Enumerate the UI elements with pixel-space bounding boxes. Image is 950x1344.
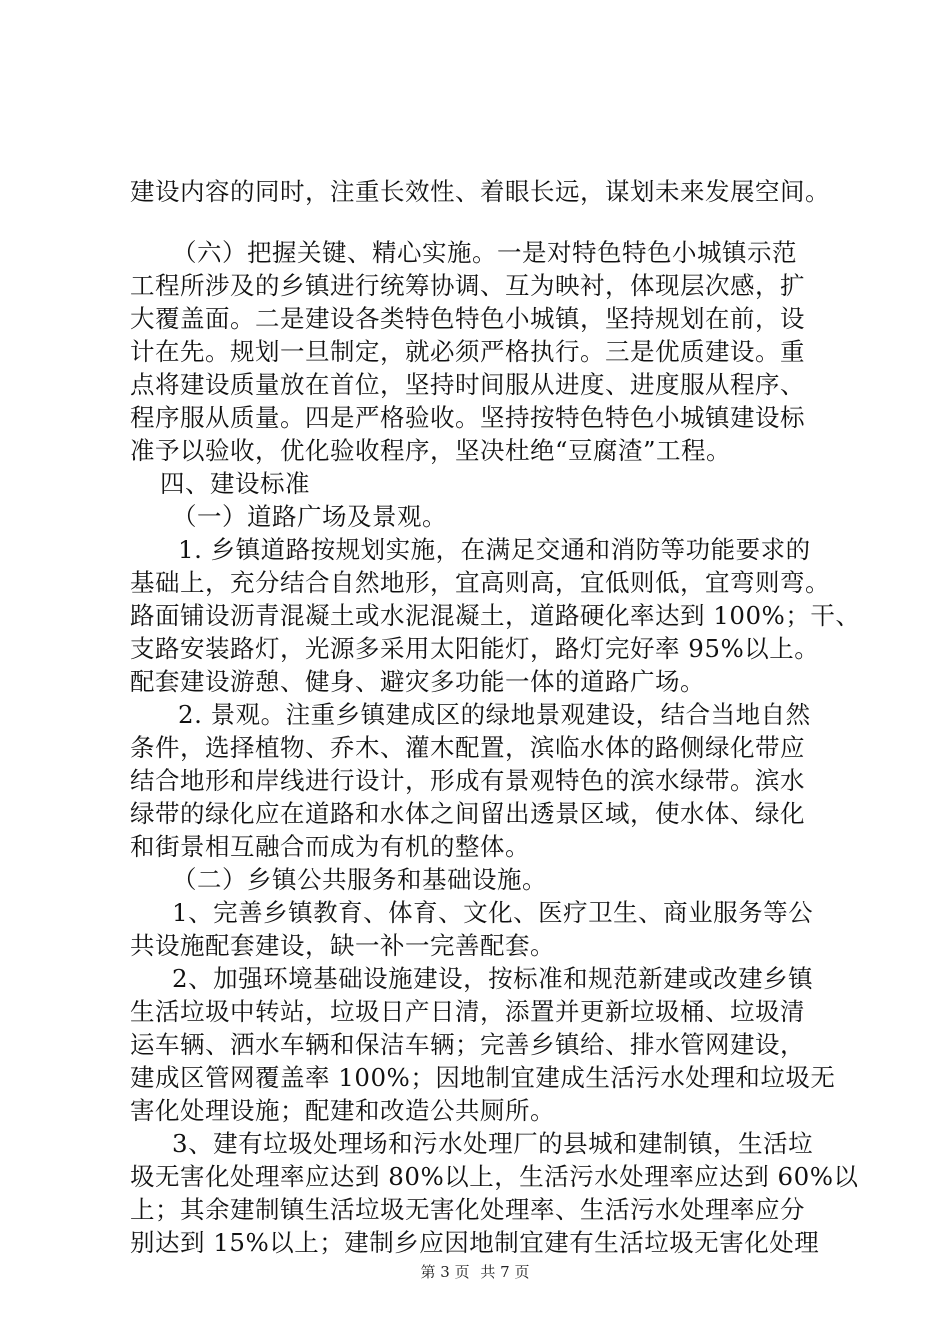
- section-heading: 四、建设标准: [160, 469, 310, 498]
- paragraph-line: 支路安装路灯，光源多采用太阳能灯，路灯完好率 95%以上。: [130, 634, 820, 663]
- paragraph-line: 路面铺设沥青混凝土或水泥混凝土，道路硬化率达到 100%；干、: [130, 601, 861, 630]
- paragraph-line: 3、建有垃圾处理场和污水处理厂的县城和建制镇，生活垃: [172, 1129, 814, 1158]
- paragraph-line: 和街景相互融合而成为有机的整体。: [130, 832, 530, 861]
- paragraph-line: 生活垃圾中转站，垃圾日产日清，添置并更新垃圾桶、垃圾清: [130, 997, 805, 1026]
- paragraph-line: 共设施配套建设，缺一补一完善配套。: [130, 931, 555, 960]
- paragraph-line: 条件，选择植物、乔木、灌木配置，滨临水体的路侧绿化带应: [130, 733, 805, 762]
- paragraph-line: 程序服从质量。四是严格验收。坚持按特色特色小城镇建设标: [130, 403, 805, 432]
- paragraph-line: 1. 乡镇道路按规划实施，在满足交通和消防等功能要求的: [178, 535, 811, 564]
- subsection-heading: （一）道路广场及景观。: [172, 502, 447, 531]
- paragraph-line: 绿带的绿化应在道路和水体之间留出透景区域，使水体、绿化: [130, 799, 805, 828]
- paragraph-line: 建设内容的同时，注重长效性、着眼长远，谋划未来发展空间。: [130, 177, 830, 206]
- paragraph-line: 基础上，充分结合自然地形，宜高则高，宜低则低，宜弯则弯。: [130, 568, 830, 597]
- paragraph-line: 1、完善乡镇教育、体育、文化、医疗卫生、商业服务等公: [172, 898, 814, 927]
- paragraph-line: 2、加强环境基础设施建设，按标准和规范新建或改建乡镇: [172, 964, 814, 993]
- paragraph-line: 建成区管网覆盖率 100%；因地制宜建成生活污水处理和垃圾无: [130, 1063, 836, 1092]
- paragraph-line: 点将建设质量放在首位，坚持时间服从进度、进度服从程序、: [130, 370, 805, 399]
- paragraph-line: 大覆盖面。二是建设各类特色特色小城镇，坚持规划在前，设: [130, 304, 805, 333]
- paragraph-line: 计在先。规划一旦制定，就必须严格执行。三是优质建设。重: [130, 337, 805, 366]
- paragraph-line: 工程所涉及的乡镇进行统筹协调、互为映衬，体现层次感，扩: [130, 271, 805, 300]
- page-footer: [0, 1262, 950, 1282]
- page-number-current: 第 3 页: [420, 1263, 470, 1281]
- paragraph-line: 2. 景观。注重乡镇建成区的绿地景观建设，结合当地自然: [178, 700, 811, 729]
- page-number-total: 共 7 页: [480, 1263, 530, 1281]
- subsection-heading: （二）乡镇公共服务和基础设施。: [172, 865, 547, 894]
- paragraph-line: 准予以验收，优化验收程序，坚决杜绝“豆腐渣”工程。: [130, 436, 732, 465]
- paragraph-line: （六）把握关键、精心实施。一是对特色特色小城镇示范: [172, 238, 797, 267]
- paragraph-line: 上；其余建制镇生活垃圾无害化处理率、生活污水处理率应分: [130, 1195, 805, 1224]
- paragraph-line: 圾无害化处理率应达到 80%以上，生活污水处理率应达到 60%以: [130, 1162, 859, 1191]
- paragraph-line: 运车辆、洒水车辆和保洁车辆；完善乡镇给、排水管网建设，: [130, 1030, 805, 1059]
- paragraph-line: 结合地形和岸线进行设计，形成有景观特色的滨水绿带。滨水: [130, 766, 805, 795]
- paragraph-line: 别达到 15%以上；建制乡应因地制宜建有生活垃圾无害化处理: [130, 1228, 820, 1257]
- paragraph-line: 害化处理设施；配建和改造公共厕所。: [130, 1096, 555, 1125]
- paragraph-line: 配套建设游憩、健身、避灾多功能一体的道路广场。: [130, 667, 705, 696]
